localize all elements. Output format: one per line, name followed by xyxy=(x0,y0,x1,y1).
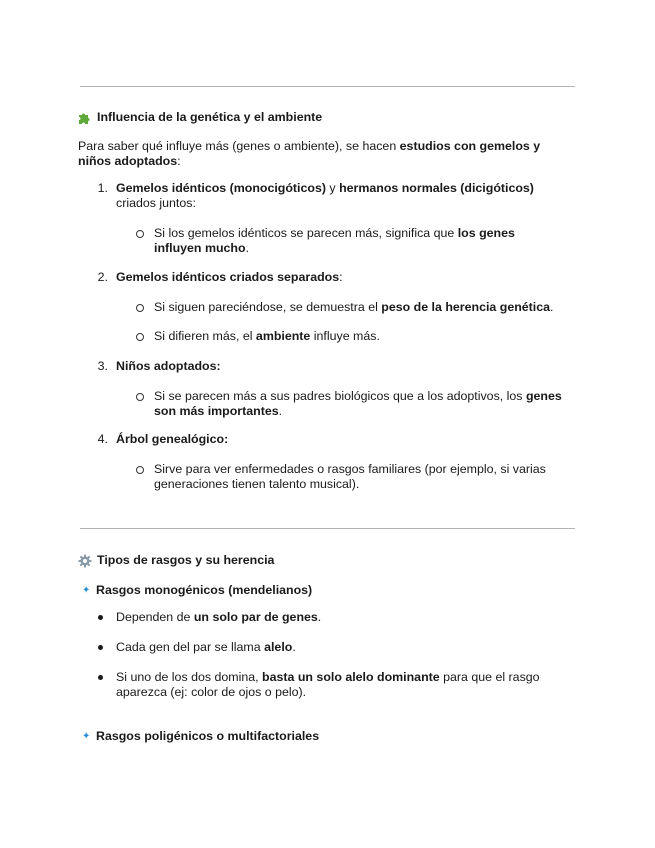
sparkle-icon: ✦ xyxy=(82,731,91,742)
sub-list-item: Si siguen pareciéndose, se demuestra el peso de la herencia genética. xyxy=(154,300,554,314)
intro-paragraph: Para saber qué influye más (genes o ambiente), se hacen estudios con gemelos y niños adoptados: xyxy=(78,139,541,168)
sub-list-item: Si difieren más, el ambiente influye más. xyxy=(154,329,380,343)
list-item: Gemelos idénticos criados separados: xyxy=(116,270,343,284)
circle-bullet-icon xyxy=(136,393,144,401)
bullet-icon xyxy=(98,675,103,680)
list-item: Niños adoptados: xyxy=(116,359,221,373)
bullet-icon xyxy=(98,645,103,650)
sparkle-icon: ✦ xyxy=(82,585,91,596)
top-divider xyxy=(80,86,575,87)
sub-list-item: Si los gemelos idénticos se parecen más, significa que los genes influyen mucho. xyxy=(154,226,515,255)
bullet-icon xyxy=(98,615,103,620)
circle-bullet-icon xyxy=(136,230,144,238)
circle-bullet-icon xyxy=(136,333,144,341)
list-number: 3. xyxy=(97,359,108,373)
circle-bullet-icon xyxy=(136,466,144,474)
subheading-monogenic: Rasgos monogénicos (mendelianos) xyxy=(96,583,313,597)
section-heading-traits xyxy=(78,553,274,568)
list-item: Gemelos idénticos (monocigóticos) y hermanos normales (dicigóticos) criados juntos: xyxy=(116,181,534,210)
puzzle-icon xyxy=(78,111,92,125)
middle-divider xyxy=(80,528,575,529)
list-item: Dependen de un solo par de genes. xyxy=(116,610,322,624)
list-number: 4. xyxy=(97,432,108,446)
list-number: 1. xyxy=(97,181,108,195)
section-title: Influencia de la genética y el ambiente xyxy=(97,110,323,124)
section-title: Tipos de rasgos y su herencia xyxy=(97,553,275,567)
circle-bullet-icon xyxy=(136,304,144,312)
list-item: Si uno de los dos domina, basta un solo alelo dominante para que el rasgo aparezca (ej: color de ojos o pelo). xyxy=(116,670,540,699)
list-number: 2. xyxy=(97,270,108,284)
gear-icon xyxy=(78,554,92,568)
section-heading-genetics xyxy=(78,110,322,125)
sub-list-item: Sirve para ver enfermedades o rasgos familiares (por ejemplo, si varias generaciones tienen talento musical). xyxy=(154,462,546,491)
subheading-polygenic: Rasgos poligénicos o multifactoriales xyxy=(96,729,320,743)
sub-list-item: Si se parecen más a sus padres biológicos que a los adoptivos, los genes son más importantes. xyxy=(154,389,562,418)
list-item: Cada gen del par se llama alelo. xyxy=(116,640,296,654)
list-item: Árbol genealógico: xyxy=(116,432,229,446)
